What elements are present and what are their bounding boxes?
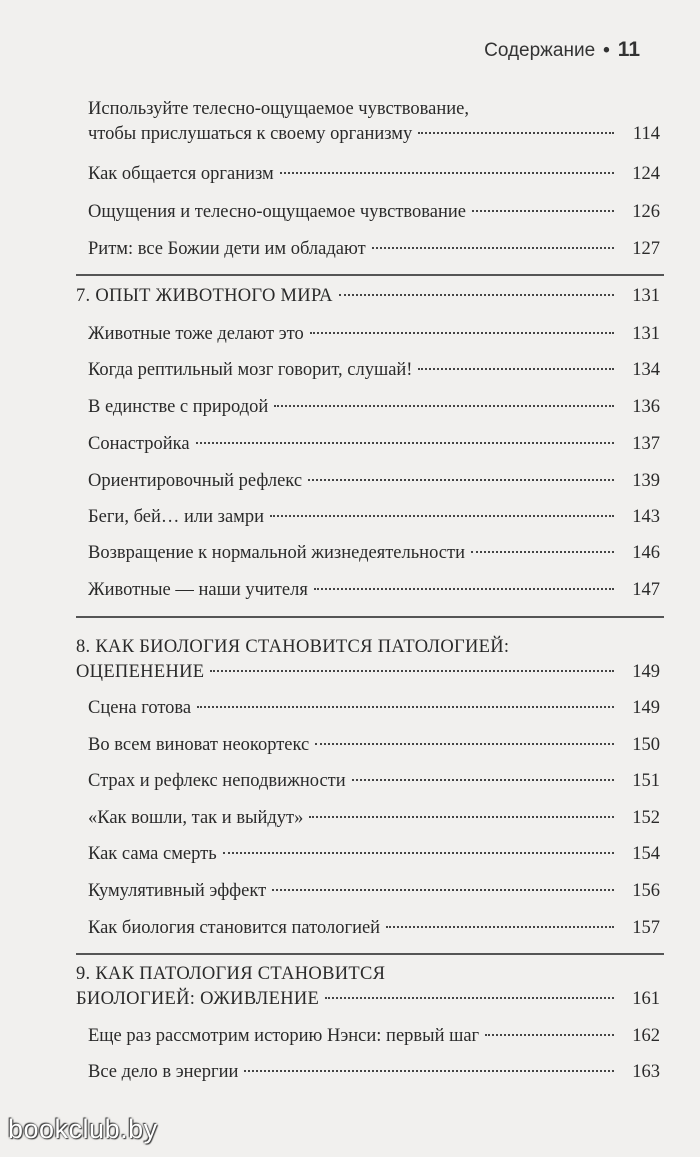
leader-dots — [471, 551, 614, 553]
toc-entry-text: Сонастройка — [88, 434, 190, 454]
toc-entry — [0, 505, 700, 530]
section-title: Содержание — [484, 40, 596, 61]
chapter-title: ОЦЕПЕНЕНИЕ — [76, 662, 205, 682]
leader-dots — [310, 332, 614, 334]
toc-entry — [0, 358, 700, 383]
chapter-heading — [0, 635, 700, 685]
toc-entry — [0, 1060, 700, 1085]
leader-dots — [272, 889, 614, 891]
toc-entry-text: Животные — наши учителя — [88, 580, 308, 600]
toc-entry — [0, 842, 700, 867]
leader-dots — [274, 405, 614, 407]
toc-entry — [0, 97, 700, 147]
leader-dots — [244, 1070, 614, 1072]
chapter-title: 8. КАК БИОЛОГИЯ СТАНОВИТСЯ ПАТОЛОГИЕЙ: — [76, 637, 510, 657]
toc-entry-text: Используйте телесно-ощущаемое чувствование, — [88, 99, 469, 119]
toc-page-number: 134 — [632, 360, 660, 380]
toc-entry-text: Возвращение к нормальной жизнедеятельности — [88, 543, 465, 563]
toc-page-number: 152 — [632, 808, 660, 828]
toc-entry-text: Ритм: все Божии дети им обладают — [88, 239, 366, 259]
toc-page-number: 131 — [632, 286, 660, 306]
chapter-title: БИОЛОГИЕЙ: ОЖИВЛЕНИЕ — [76, 989, 320, 1009]
header-bullet: • — [603, 40, 610, 61]
toc-page-number: 149 — [632, 698, 660, 718]
toc-entry — [0, 916, 700, 941]
toc-page-number: 161 — [632, 989, 660, 1009]
toc-entry — [0, 879, 700, 904]
toc-page-number: 156 — [632, 881, 660, 901]
leader-dots — [210, 670, 614, 672]
toc-entry-text: Как биология становится патологией — [88, 918, 381, 938]
toc-page-number: 131 — [632, 324, 660, 344]
running-head — [484, 38, 640, 62]
toc-page-number: 114 — [632, 124, 660, 144]
toc-entry-text: Страх и рефлекс неподвижности — [88, 771, 346, 791]
toc-page-number: 150 — [632, 735, 660, 755]
chapter-title: 9. КАК ПАТОЛОГИЯ СТАНОВИТСЯ — [76, 964, 386, 984]
toc-page-number: 146 — [632, 543, 660, 563]
toc-page-number: 137 — [632, 434, 660, 454]
chapter-heading — [0, 284, 700, 309]
leader-dots — [308, 479, 614, 481]
leader-dots — [309, 816, 614, 818]
toc-page-number: 151 — [632, 771, 660, 791]
leader-dots — [270, 515, 614, 517]
toc-entry-text: «Как вошли, так и выйдут» — [88, 808, 304, 828]
toc-entry-text: Еще раз рассмотрим историю Нэнси: первый шаг — [88, 1026, 480, 1046]
toc-entry — [0, 769, 700, 794]
toc-page-number: 162 — [632, 1026, 660, 1046]
toc-entry — [0, 322, 700, 347]
toc-page-number: 136 — [632, 397, 660, 417]
toc-entry — [0, 1024, 700, 1049]
leader-dots — [197, 706, 614, 708]
toc-entry-text: Во всем виноват неокортекс — [88, 735, 310, 755]
toc-page-number: 157 — [632, 918, 660, 938]
leader-dots — [223, 852, 614, 854]
leader-dots — [386, 926, 614, 928]
toc-entry — [0, 578, 700, 603]
toc-entry-text: Ощущения и телесно-ощущаемое чувствование — [88, 202, 466, 222]
leader-dots — [418, 132, 614, 134]
toc-entry-text: Ориентировочный рефлекс — [88, 471, 303, 491]
toc-entry — [0, 541, 700, 566]
chapter-title: 7. ОПЫТ ЖИВОТНОГО МИРА — [76, 286, 333, 306]
toc-entry-text: В единстве с природой — [88, 397, 269, 417]
toc-entry — [0, 395, 700, 420]
toc-entry — [0, 696, 700, 721]
leader-dots — [352, 779, 614, 781]
toc-page-number: 154 — [632, 844, 660, 864]
leader-dots — [339, 294, 614, 296]
toc-entry-text: Как сама смерть — [88, 844, 217, 864]
toc-page-number: 147 — [632, 580, 660, 600]
chapter-heading — [0, 962, 700, 1012]
toc-entry-text: Как общается организм — [88, 164, 274, 184]
chapter-divider — [76, 616, 664, 618]
toc-entry-text: Беги, бей… или замри — [88, 507, 265, 527]
toc-entry — [0, 469, 700, 494]
toc-entry-text: чтобы прислушаться к своему организму — [88, 124, 413, 144]
leader-dots — [372, 247, 614, 249]
toc-page-number: 124 — [632, 164, 660, 184]
toc-entry — [0, 432, 700, 457]
toc-page-number: 163 — [632, 1062, 660, 1082]
toc-page-number: 139 — [632, 471, 660, 491]
toc-page-number: 127 — [632, 239, 660, 259]
toc-entry-text: Животные тоже делают это — [88, 324, 304, 344]
toc-entry-text: Кумулятивный эффект — [88, 881, 267, 901]
chapter-divider — [76, 274, 664, 276]
leader-dots — [472, 210, 614, 212]
leader-dots — [315, 743, 614, 745]
leader-dots — [418, 368, 614, 370]
toc-entry — [0, 733, 700, 758]
toc-entry-text: Сцена готова — [88, 698, 192, 718]
leader-dots — [485, 1034, 614, 1036]
toc-page-number: 149 — [632, 662, 660, 682]
leader-dots — [314, 588, 614, 590]
toc-entry-text: Когда рептильный мозг говорит, слушай! — [88, 360, 413, 380]
header-page-number: 11 — [617, 38, 640, 61]
toc-entry — [0, 237, 700, 262]
toc-entry-text: Все дело в энергии — [88, 1062, 239, 1082]
toc-entry — [0, 200, 700, 225]
leader-dots — [280, 172, 614, 174]
leader-dots — [196, 442, 614, 444]
leader-dots — [325, 997, 614, 999]
site-watermark: bookclub.by — [8, 1114, 158, 1144]
toc-entry — [0, 806, 700, 831]
toc-page-number: 143 — [632, 507, 660, 527]
chapter-divider — [76, 953, 664, 955]
toc-entry — [0, 162, 700, 187]
toc-page-number: 126 — [632, 202, 660, 222]
